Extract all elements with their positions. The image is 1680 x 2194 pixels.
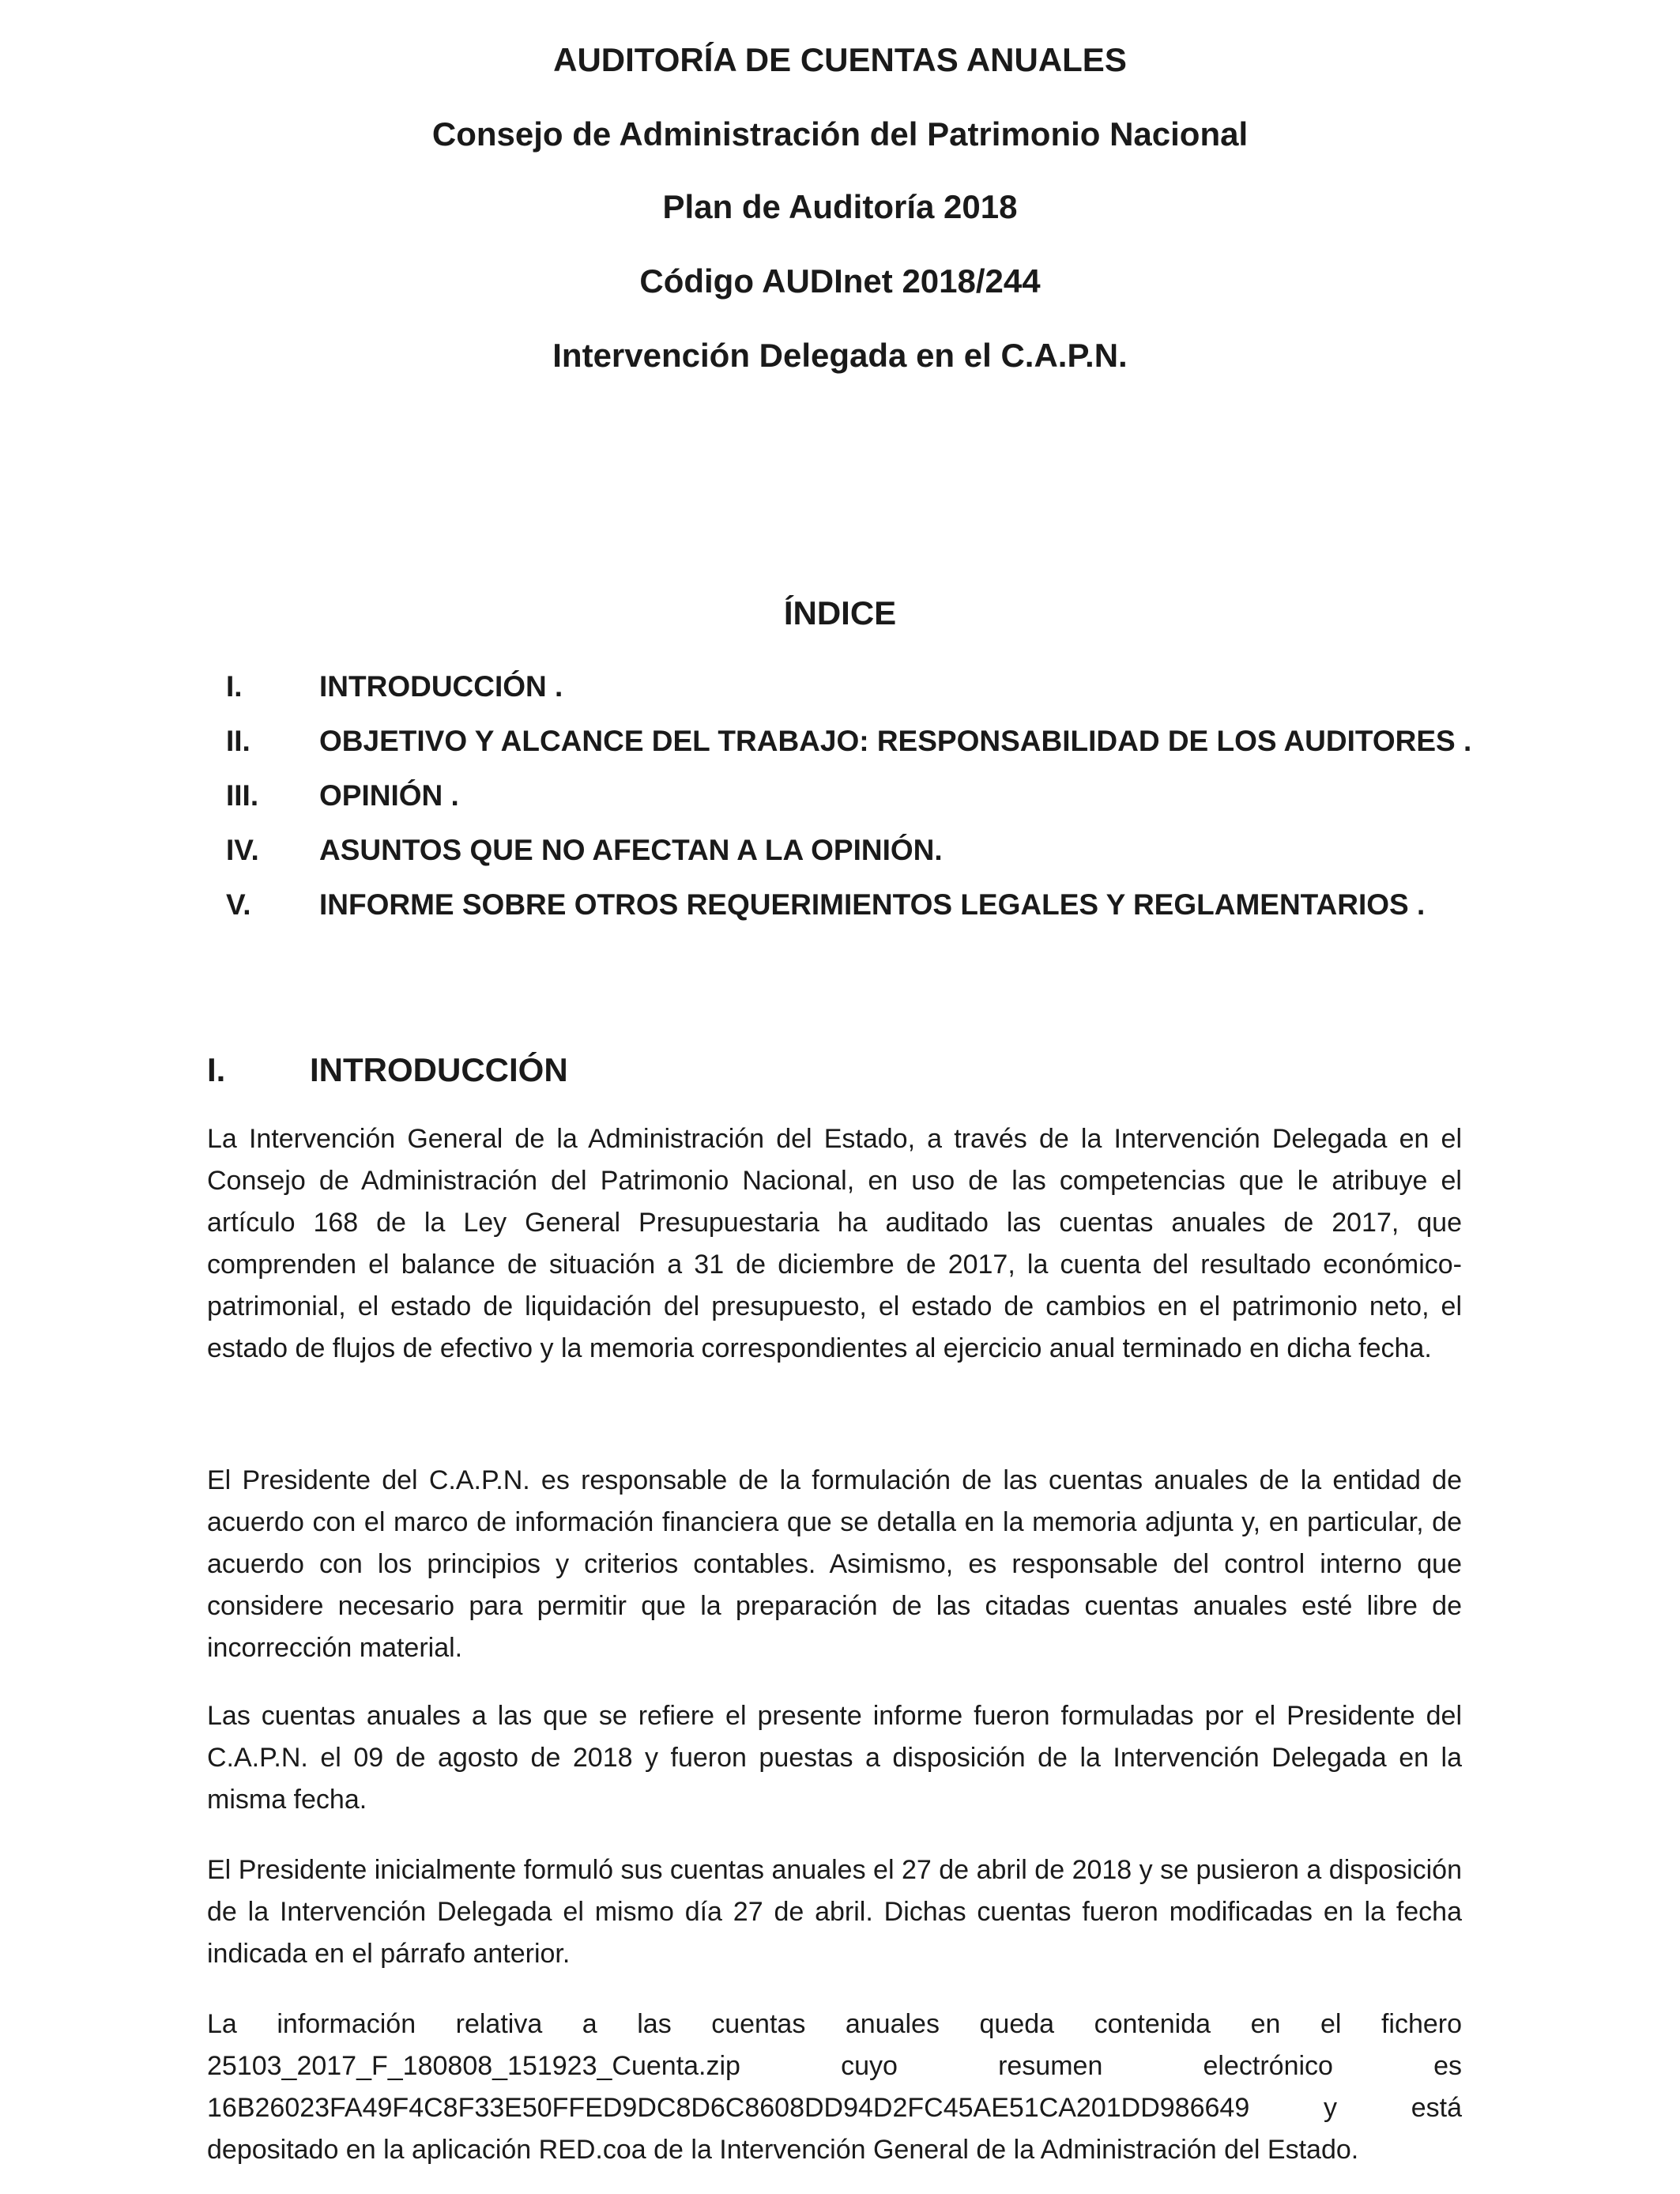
section-title: INTRODUCCIÓN [310, 1051, 568, 1088]
toc-item-number: IV. [226, 834, 259, 866]
toc-item-number: V. [226, 888, 251, 921]
toc-item-text: OBJETIVO Y ALCANCE DEL TRABAJO: RESPONSABILIDAD DE LOS AUDITORES . [319, 725, 1472, 757]
delegated-intervention: Intervención Delegada en el C.A.P.N. [552, 337, 1128, 374]
index-title: ÍNDICE [783, 594, 897, 631]
toc-item-number: III. [226, 779, 259, 812]
toc-item-text: OPINIÓN . [319, 779, 459, 812]
paragraph: El Presidente del C.A.P.N. es responsable de la formulación de las cuentas anuales de la entidad de acuerdo con el marco de información financiera que se detalla en la memoria adjunta y, en particular, de acuerdo con los principios y criterios contables. Asimismo, es responsable del control interno que considere necesario para permitir que la preparación de las citadas cuentas anuales esté libre de incorrección material. [207, 1465, 1462, 1663]
report-title: AUDITORÍA DE CUENTAS ANUALES [553, 41, 1127, 78]
paragraph: Las cuentas anuales a las que se refiere el presente informe fueron formuladas por el Presidente del C.A.P.N. el 09 de agosto de 2018 y fueron puestas a disposición de la Intervención Delegada en la misma fecha. [207, 1701, 1462, 1815]
toc-item-text: INFORME SOBRE OTROS REQUERIMIENTOS LEGALES Y REGLAMENTARIOS . [319, 888, 1426, 921]
audinet-code: Código AUDInet 2018/244 [639, 262, 1041, 300]
section-number: I. [207, 1051, 226, 1088]
paragraph: La información relativa a las cuentas anuales queda contenida en el fichero 25103_2017_F_180808_151923_Cuenta.zip cuyo resumen electrónico es 16B26023FA49F4C8F33E50FFED9DC8D6C8608DD94D2FC45AE51CA201DD986649 y está depositado en la aplicación RED.coa de la Intervención General de la Administración del Estado. [207, 2009, 1462, 2165]
paragraph: La Intervención General de la Administración del Estado, a través de la Intervención Delegada en el Consejo de Administración del Patrimonio Nacional, en uso de las competencias que le atribuye el artículo 168 de la Ley General Presupuestaria ha auditado las cuentas anuales de 2017, que comprenden el balance de situación a 31 de diciembre de 2017, la cuenta del resultado económico-patrimonial, el estado de liquidación del presupuesto, el estado de cambios en el patrimonio neto, el estado de flujos de efectivo y la memoria correspondientes al ejercicio anual terminado en dicha fecha. [207, 1124, 1462, 1363]
paragraph: El Presidente inicialmente formuló sus cuentas anuales el 27 de abril de 2018 y se pusieron a disposición de la Intervención Delegada el mismo día 27 de abril. Dichas cuentas fueron modificadas en la fecha indicada en el párrafo anterior. [207, 1855, 1462, 1969]
entity-name: Consejo de Administración del Patrimonio Nacional [431, 115, 1249, 153]
audit-plan: Plan de Auditoría 2018 [662, 188, 1018, 225]
toc-item-number: II. [226, 725, 250, 757]
toc-item-number: I. [226, 670, 243, 703]
toc-item-text: INTRODUCCIÓN . [319, 670, 563, 703]
toc-item-text: ASUNTOS QUE NO AFECTAN A LA OPINIÓN. [319, 834, 943, 866]
